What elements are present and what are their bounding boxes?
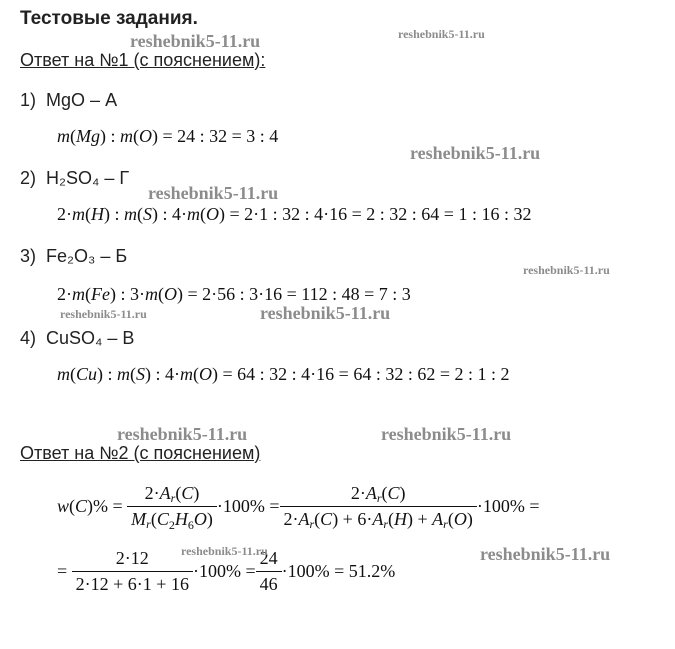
fraction-3: $\frac{2\cdot 12}{2\cdot 12 + 6\cdot 1 + 16}$	[72, 548, 193, 595]
formula-lhs: w(C)% =	[57, 496, 128, 516]
item-2-answer: Г	[119, 168, 130, 188]
item-2-number: 2)	[20, 168, 37, 188]
watermark: reshebnik5-11.ru	[260, 303, 391, 323]
item-1-answer: А	[105, 90, 118, 110]
calc-mid: ·100% =	[192, 561, 256, 581]
formula-hundred-2: ·100% =	[476, 496, 540, 516]
item-2: 2) H₂SO₄ – Г	[20, 168, 130, 188]
fraction-2: $\frac{2\cdot A_r(C)}{2\cdot A_r(C) + 6\cdot A_r(H) + A_r(O)}$	[280, 483, 477, 530]
watermark: reshebnik5-11.ru	[130, 31, 261, 51]
watermark: reshebnik5-11.ru	[181, 544, 268, 558]
item-3-answer: Б	[115, 246, 128, 266]
formula-hundred-1: ·100% =	[216, 496, 280, 516]
item-3-number: 3)	[20, 246, 37, 266]
calc-1-values: 24 : 32 = 3 : 4	[177, 126, 279, 146]
fraction-4: $\frac{24}{46}$	[256, 548, 282, 595]
watermark: reshebnik5-11.ru	[410, 143, 541, 163]
calc-3-values: 2·56 : 3·16 = 112 : 48 = 7 : 3	[202, 284, 411, 304]
watermark: reshebnik5-11.ru	[480, 544, 611, 564]
item-2-formula: H₂SO₄	[46, 168, 100, 188]
item-3: 3) Fe₂O₃ – Б	[20, 246, 128, 266]
watermark: reshebnik5-11.ru	[60, 307, 147, 321]
watermark: reshebnik5-11.ru	[398, 27, 485, 41]
calc-2: 2·m(H) : m(S) : 4·m(O) = 2·1 : 32 : 4·16 = 2 : 32 : 64 = 1 : 16 : 32	[57, 204, 532, 224]
calc-result: ·100% = 51.2%	[281, 561, 396, 581]
fraction-1: $\frac{2\cdot A_r(C)}{M_r(C_2H_6O)}$	[127, 483, 217, 530]
answer1-heading: Ответ на №1 (с пояснением):	[20, 50, 266, 70]
mass-fraction-calc: = $\frac{2\cdot 12}{2\cdot 12 + 6\cdot 1 + 16}$ ·100% = $\frac{24}{46}$ ·100% = 51.2%	[57, 548, 396, 594]
item-3-formula: Fe₂O₃	[46, 246, 96, 266]
watermark: reshebnik5-11.ru	[523, 263, 610, 277]
item-1-number: 1)	[20, 90, 37, 110]
answer2-heading: Ответ на №2 (с пояснением)	[20, 443, 261, 463]
watermark: reshebnik5-11.ru	[381, 424, 512, 444]
calc-4-values: 64 : 32 : 4·16 = 64 : 32 : 62 = 2 : 1 : 2	[237, 364, 510, 384]
watermark: reshebnik5-11.ru	[148, 183, 279, 203]
watermark: reshebnik5-11.ru	[117, 424, 248, 444]
calc-2-values: 2·1 : 32 : 4·16 = 2 : 32 : 64 = 1 : 16 : 32	[244, 204, 532, 224]
item-1: 1) MgO – А	[20, 90, 118, 110]
calc-4: m(Cu) : m(S) : 4·m(O) = 64 : 32 : 4·16 = 64 : 32 : 62 = 2 : 1 : 2	[57, 364, 510, 384]
item-4-number: 4)	[20, 328, 37, 348]
calc-1: m(Mg) : m(O) = 24 : 32 = 3 : 4	[57, 126, 279, 146]
item-1-formula: MgO	[46, 90, 86, 110]
item-4: 4) CuSO₄ – В	[20, 328, 135, 348]
mass-fraction-formula	[57, 483, 539, 530]
item-4-formula: CuSO₄	[46, 328, 103, 348]
calc-3: 2·m(Fe) : 3·m(O) = 2·56 : 3·16 = 112 : 48 = 7 : 3	[57, 284, 411, 304]
item-4-answer: В	[122, 328, 135, 348]
page-title: Тестовые задания.	[20, 8, 198, 29]
